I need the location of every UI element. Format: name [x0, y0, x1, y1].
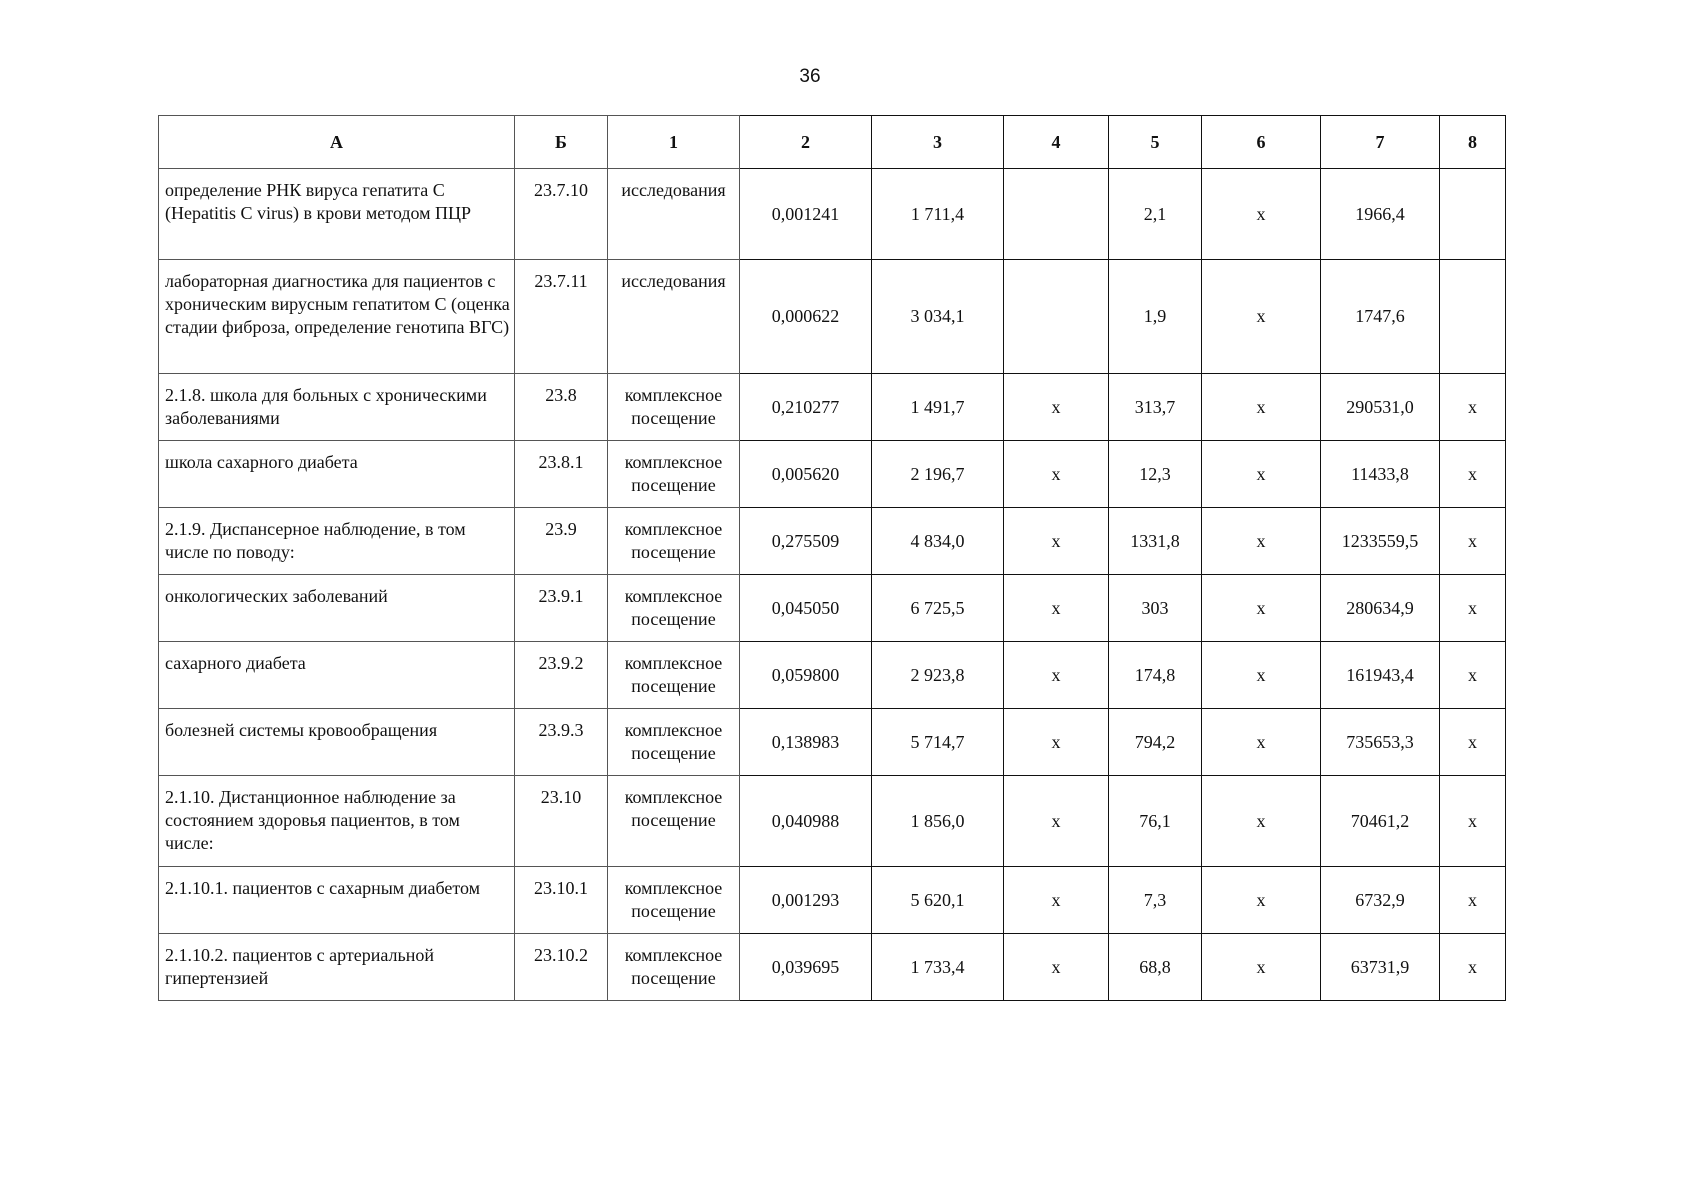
cell-unit: комплексное посещение: [608, 374, 740, 441]
cell-col-4: х: [1004, 374, 1109, 441]
cell-unit: комплексное посещение: [608, 776, 740, 867]
cell-col-4: х: [1004, 867, 1109, 934]
data-table: [158, 115, 1506, 1001]
cell-col-2: 0,001241: [740, 169, 872, 260]
table-row: [159, 441, 1506, 508]
cell-col-8: х: [1440, 642, 1506, 709]
cell-col-8: х: [1440, 776, 1506, 867]
cell-col-4: х: [1004, 934, 1109, 1001]
cell-col-3: 1 711,4: [872, 169, 1004, 260]
cell-col-3: 1 733,4: [872, 934, 1004, 1001]
column-header-2: 2: [740, 116, 872, 169]
cell-col-3: 3 034,1: [872, 260, 1004, 374]
cell-col-2: 0,045050: [740, 575, 872, 642]
cell-col-5: 794,2: [1109, 709, 1202, 776]
cell-name: болезней системы кровообращения: [159, 709, 515, 776]
cell-col-6: х: [1202, 867, 1321, 934]
cell-unit: комплексное посещение: [608, 642, 740, 709]
cell-col-5: 12,3: [1109, 441, 1202, 508]
cell-col-3: 2 196,7: [872, 441, 1004, 508]
cell-col-2: 0,275509: [740, 508, 872, 575]
cell-col-8: х: [1440, 575, 1506, 642]
cell-unit: комплексное посещение: [608, 441, 740, 508]
cell-code: 23.9.2: [515, 642, 608, 709]
table-row: [159, 575, 1506, 642]
cell-code: 23.7.11: [515, 260, 608, 374]
column-header-4: 4: [1004, 116, 1109, 169]
cell-col-3: 5 714,7: [872, 709, 1004, 776]
cell-col-5: 7,3: [1109, 867, 1202, 934]
table-row: [159, 642, 1506, 709]
cell-col-4: [1004, 169, 1109, 260]
cell-col-3: 4 834,0: [872, 508, 1004, 575]
cell-name: 2.1.8. школа для больных с хроническими заболеваниями: [159, 374, 515, 441]
table-row: [159, 260, 1506, 374]
table-row: [159, 709, 1506, 776]
column-header-a: А: [159, 116, 515, 169]
cell-col-6: х: [1202, 642, 1321, 709]
cell-col-7: 161943,4: [1321, 642, 1440, 709]
cell-name: 2.1.9. Диспансерное наблюдение, в том числе по поводу:: [159, 508, 515, 575]
cell-col-2: 0,210277: [740, 374, 872, 441]
cell-col-2: 0,039695: [740, 934, 872, 1001]
column-header-b: Б: [515, 116, 608, 169]
cell-code: 23.9.3: [515, 709, 608, 776]
cell-col-8: х: [1440, 709, 1506, 776]
cell-col-8: х: [1440, 934, 1506, 1001]
cell-col-7: 280634,9: [1321, 575, 1440, 642]
cell-col-4: х: [1004, 575, 1109, 642]
cell-col-6: х: [1202, 441, 1321, 508]
cell-col-3: 5 620,1: [872, 867, 1004, 934]
column-header-5: 5: [1109, 116, 1202, 169]
column-header-6: 6: [1202, 116, 1321, 169]
table-row: [159, 867, 1506, 934]
cell-name: школа сахарного диабета: [159, 441, 515, 508]
table-row: [159, 374, 1506, 441]
cell-col-5: 76,1: [1109, 776, 1202, 867]
cell-col-8: х: [1440, 867, 1506, 934]
cell-col-8: х: [1440, 374, 1506, 441]
cell-col-2: 0,138983: [740, 709, 872, 776]
cell-unit: комплексное посещение: [608, 934, 740, 1001]
cell-col-3: 2 923,8: [872, 642, 1004, 709]
cell-code: 23.10.2: [515, 934, 608, 1001]
cell-col-7: 1747,6: [1321, 260, 1440, 374]
column-header-8: 8: [1440, 116, 1506, 169]
cell-col-8: х: [1440, 508, 1506, 575]
cell-col-5: 303: [1109, 575, 1202, 642]
column-header-7: 7: [1321, 116, 1440, 169]
cell-col-7: 1233559,5: [1321, 508, 1440, 575]
cell-col-6: х: [1202, 575, 1321, 642]
cell-col-7: 6732,9: [1321, 867, 1440, 934]
cell-unit: исследования: [608, 260, 740, 374]
cell-col-4: [1004, 260, 1109, 374]
cell-col-4: х: [1004, 642, 1109, 709]
cell-col-5: 68,8: [1109, 934, 1202, 1001]
cell-col-8: х: [1440, 441, 1506, 508]
table-row: [159, 508, 1506, 575]
cell-col-6: х: [1202, 776, 1321, 867]
header-row: [159, 116, 1506, 169]
cell-code: 23.8.1: [515, 441, 608, 508]
cell-code: 23.9: [515, 508, 608, 575]
cell-code: 23.9.1: [515, 575, 608, 642]
cell-col-2: 0,059800: [740, 642, 872, 709]
cell-unit: комплексное посещение: [608, 709, 740, 776]
cell-code: 23.7.10: [515, 169, 608, 260]
table-row: [159, 934, 1506, 1001]
cell-unit: исследования: [608, 169, 740, 260]
cell-col-2: 0,005620: [740, 441, 872, 508]
cell-col-6: х: [1202, 709, 1321, 776]
cell-col-3: 6 725,5: [872, 575, 1004, 642]
cell-code: 23.10: [515, 776, 608, 867]
cell-col-4: х: [1004, 709, 1109, 776]
cell-col-5: 1,9: [1109, 260, 1202, 374]
cell-col-2: 0,001293: [740, 867, 872, 934]
cell-col-3: 1 856,0: [872, 776, 1004, 867]
cell-unit: комплексное посещение: [608, 867, 740, 934]
cell-col-4: х: [1004, 441, 1109, 508]
cell-col-5: 2,1: [1109, 169, 1202, 260]
cell-col-7: 11433,8: [1321, 441, 1440, 508]
cell-col-5: 1331,8: [1109, 508, 1202, 575]
page-number: 36: [799, 66, 821, 87]
cell-col-6: х: [1202, 169, 1321, 260]
cell-col-7: 70461,2: [1321, 776, 1440, 867]
cell-col-7: 63731,9: [1321, 934, 1440, 1001]
cell-col-6: х: [1202, 934, 1321, 1001]
cell-col-8: [1440, 260, 1506, 374]
cell-name: сахарного диабета: [159, 642, 515, 709]
cell-col-6: х: [1202, 508, 1321, 575]
cell-name: лабораторная диагностика для пациентов с хроническим вирусным гепатитом С (оценка стадии фиброза, определение генотипа ВГС): [159, 260, 515, 374]
column-header-1: 1: [608, 116, 740, 169]
cell-col-3: 1 491,7: [872, 374, 1004, 441]
column-header-3: 3: [872, 116, 1004, 169]
cell-col-5: 313,7: [1109, 374, 1202, 441]
cell-col-6: х: [1202, 260, 1321, 374]
cell-col-8: [1440, 169, 1506, 260]
cell-col-4: х: [1004, 776, 1109, 867]
cell-name: 2.1.10. Дистанционное наблюдение за состоянием здоровья пациентов, в том числе:: [159, 776, 515, 867]
cell-col-7: 1966,4: [1321, 169, 1440, 260]
cell-col-2: 0,000622: [740, 260, 872, 374]
cell-unit: комплексное посещение: [608, 508, 740, 575]
cell-name: онкологических заболеваний: [159, 575, 515, 642]
cell-unit: комплексное посещение: [608, 575, 740, 642]
cell-name: определение РНК вируса гепатита C (Hepatitis C virus) в крови методом ПЦР: [159, 169, 515, 260]
cell-name: 2.1.10.2. пациентов с артериальной гипертензией: [159, 934, 515, 1001]
cell-code: 23.8: [515, 374, 608, 441]
table-row: [159, 776, 1506, 867]
cell-col-6: х: [1202, 374, 1321, 441]
table-row: [159, 169, 1506, 260]
cell-col-7: 290531,0: [1321, 374, 1440, 441]
cell-name: 2.1.10.1. пациентов с сахарным диабетом: [159, 867, 515, 934]
cell-code: 23.10.1: [515, 867, 608, 934]
cell-col-7: 735653,3: [1321, 709, 1440, 776]
cell-col-2: 0,040988: [740, 776, 872, 867]
cell-col-5: 174,8: [1109, 642, 1202, 709]
cell-col-4: х: [1004, 508, 1109, 575]
